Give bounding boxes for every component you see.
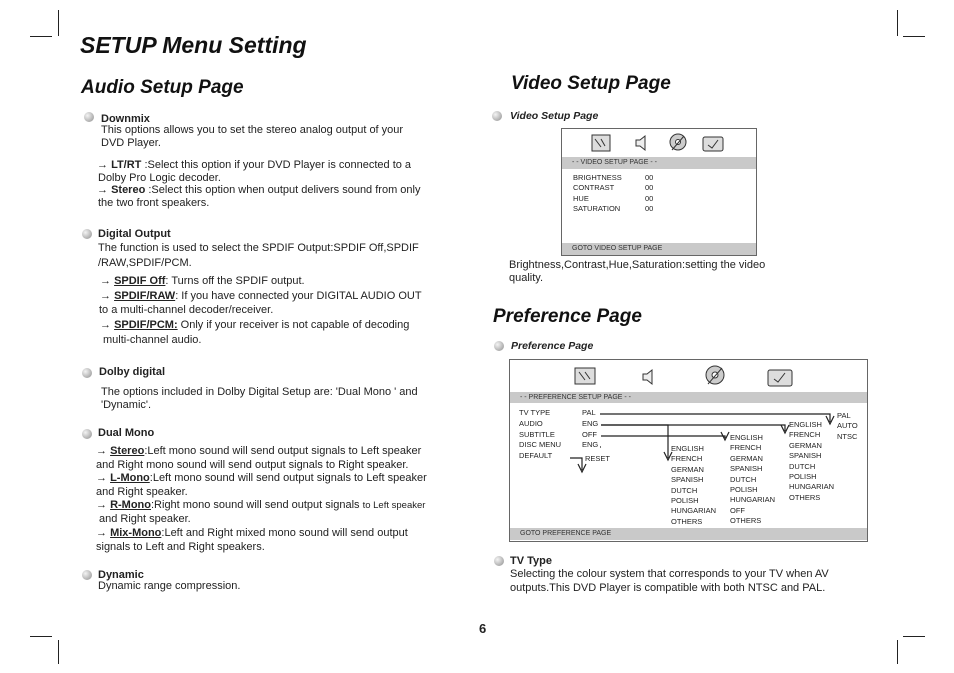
- option-item[interactable]: SPANISH: [671, 475, 704, 485]
- stereo-line: [97, 184, 420, 198]
- bullet-icon: [494, 556, 504, 566]
- dm-stereo-text: :Left mono sound will send output signals to Left speaker: [144, 445, 422, 457]
- preference-caption: Preference Page: [511, 340, 594, 352]
- preference-menu-bar: - - PREFERENCE SETUP PAGE - -: [510, 392, 867, 403]
- option-item[interactable]: OTHERS: [789, 492, 821, 502]
- dm-lmono-label: L-Mono: [110, 472, 150, 484]
- spdif-pcm-text: Only if your receiver is not capable of decoding: [177, 319, 410, 331]
- ltrt-text: :Select this option if your DVD Player is connected to a: [141, 159, 412, 171]
- option-item[interactable]: OTHERS: [671, 516, 703, 526]
- crop-mark: [897, 10, 898, 36]
- bullet-icon: [494, 341, 504, 351]
- crop-mark: [903, 636, 925, 637]
- page-title: SETUP Menu Setting: [80, 32, 307, 58]
- video-item-value: 00: [645, 183, 654, 193]
- spdif-raw-label: SPDIF/RAW: [114, 290, 176, 302]
- option-item[interactable]: FRENCH: [789, 430, 821, 440]
- arrow-right-icon: →: [96, 472, 107, 484]
- ltrt-line: [97, 159, 411, 173]
- option-item[interactable]: AUTO: [837, 421, 858, 431]
- pref-list-menu: [789, 420, 834, 503]
- video-menu-names: [573, 173, 622, 215]
- option-item[interactable]: POLISH: [730, 485, 758, 495]
- dynamic-desc: Dynamic range compression.: [98, 580, 241, 592]
- pref-list-tv: [837, 411, 858, 442]
- tv-type-label: TV Type: [510, 555, 552, 567]
- option-item[interactable]: PAL: [837, 411, 851, 420]
- crop-mark: [58, 640, 59, 664]
- option-item[interactable]: HUNGARIAN: [789, 482, 835, 492]
- dm-rmono-label: R-Mono: [110, 499, 151, 511]
- preference-icon: [702, 136, 724, 157]
- video-item-value: 00: [645, 204, 654, 214]
- audio-heading: Audio Setup Page: [81, 77, 244, 98]
- dm-rmono-small: to Left speaker: [362, 500, 426, 511]
- crop-mark: [30, 36, 52, 37]
- dual-mono-label: Dual Mono: [98, 427, 155, 439]
- arrow-right-icon: →: [96, 445, 107, 457]
- dm-lmono-text: :Left mono sound will send output signals to Left speaker: [149, 472, 427, 484]
- dm-lmono-line: [96, 472, 427, 486]
- arrow-right-icon: →: [100, 290, 111, 302]
- option-item[interactable]: HUNGARIAN: [671, 506, 717, 516]
- option-item[interactable]: ENGLISH: [789, 420, 822, 429]
- ltrt-label: LT/RT: [111, 159, 142, 171]
- crop-mark: [30, 636, 52, 637]
- dm-stereo-line: [96, 445, 421, 459]
- dolby-desc-1: The options included in Dolby Digital Setup are: 'Dual Mono ' and: [101, 386, 418, 398]
- downmix-desc-1: This options allows you to set the stereo analog output of your: [101, 124, 404, 136]
- pref-item-name[interactable]: DISC MENU: [519, 440, 562, 450]
- bullet-icon: [492, 111, 502, 121]
- arrow-right-icon: →: [96, 527, 107, 539]
- option-item[interactable]: DUTCH: [671, 485, 698, 495]
- dm-rmono-line: [96, 499, 425, 513]
- option-item[interactable]: POLISH: [789, 472, 817, 482]
- video-menu-bar: - - VIDEO SETUP PAGE - -: [562, 157, 756, 169]
- crop-mark: [58, 10, 59, 36]
- spdif-off-line: [100, 275, 305, 289]
- digital-output-desc-2: /RAW,SPDIF/PCM.: [98, 257, 192, 269]
- pref-list-audio: [671, 444, 716, 527]
- video-item-name[interactable]: SATURATION: [573, 204, 621, 214]
- option-item[interactable]: GERMAN: [730, 453, 763, 463]
- spdif-raw-text-2: to a multi-channel decoder/receiver.: [99, 304, 274, 316]
- video-item-name[interactable]: BRIGHTNESS: [573, 173, 622, 182]
- dm-mix-label: Mix-Mono: [110, 527, 162, 539]
- pref-item-name[interactable]: SUBTITLE: [519, 429, 555, 439]
- arrow-right-icon: →: [100, 319, 111, 331]
- video-item-value: 00: [645, 173, 654, 182]
- bullet-icon: [82, 229, 92, 239]
- preference-setup-menu: [509, 359, 868, 542]
- dynamic-label: Dynamic: [98, 569, 144, 581]
- option-item[interactable]: OFF: [730, 505, 745, 515]
- option-item[interactable]: SPANISH: [730, 464, 763, 474]
- downmix-desc-2: DVD Player.: [101, 137, 161, 149]
- pref-item-value: PAL: [582, 408, 596, 417]
- video-desc-1: Brightness,Contrast,Hue,Saturation:setting the video: [509, 259, 766, 271]
- downmix-label: Downmix: [101, 113, 150, 125]
- bullet-icon: [84, 112, 94, 122]
- arrow-right-icon: →: [97, 184, 108, 196]
- spdif-pcm-line: [100, 319, 409, 333]
- dm-mix-text: :Left and Right mixed mono sound will send output: [161, 527, 408, 539]
- video-item-value: 00: [645, 193, 654, 203]
- spdif-pcm-text-2: multi-channel audio.: [103, 334, 202, 346]
- crop-mark: [903, 36, 925, 37]
- video-menu-values: [645, 173, 653, 215]
- stereo-label: Stereo: [111, 184, 146, 196]
- stereo-text-2: the two front speakers.: [98, 197, 210, 209]
- option-item[interactable]: ENGLISH: [671, 444, 704, 453]
- arrow-right-icon: →: [100, 275, 111, 287]
- pref-item-value: ENG: [582, 418, 599, 428]
- video-setup-menu: [561, 128, 757, 256]
- preference-menu-footer: GOTO PREFERENCE PAGE: [510, 528, 867, 540]
- spdif-raw-line: [100, 290, 422, 304]
- disc-icon: [667, 132, 689, 159]
- stereo-text: :Select this option when output delivers sound from only: [145, 184, 421, 196]
- digital-output-label: Digital Output: [98, 228, 171, 240]
- pref-item-name[interactable]: TV TYPE: [519, 408, 551, 417]
- option-item[interactable]: DUTCH: [730, 474, 757, 484]
- tv-type-desc-2: outputs.This DVD Player is compatible with both NTSC and PAL.: [510, 582, 826, 594]
- dm-rmono-text-2: and Right speaker.: [99, 513, 191, 525]
- ltrt-text-2: Dolby Pro Logic decoder.: [98, 172, 221, 184]
- dm-stereo-label: Stereo: [110, 445, 145, 457]
- bullet-icon: [82, 368, 92, 378]
- preference-heading: Preference Page: [493, 306, 642, 327]
- pref-item-value: OFF: [582, 429, 597, 439]
- option-item[interactable]: DUTCH: [789, 461, 816, 471]
- option-item[interactable]: SPANISH: [789, 451, 822, 461]
- dm-mix-text-2: signals to Left and Right speakers.: [96, 541, 265, 553]
- option-item[interactable]: GERMAN: [671, 464, 704, 474]
- bullet-icon: [82, 570, 92, 580]
- pref-item-name[interactable]: DEFAULT: [519, 451, 553, 461]
- video-item-name[interactable]: HUE: [573, 193, 589, 203]
- digital-output-desc-1: The function is used to select the SPDIF Output:SPDIF Off,SPDIF: [98, 242, 419, 254]
- arrow-right-icon: →: [97, 159, 108, 171]
- video-menu-footer: GOTO VIDEO SETUP PAGE: [562, 243, 756, 255]
- speaker-icon: [633, 134, 651, 157]
- video-caption: Video Setup Page: [510, 110, 599, 122]
- spdif-off-label: SPDIF Off: [114, 275, 166, 287]
- pref-item-name[interactable]: AUDIO: [519, 418, 543, 428]
- video-item-name[interactable]: CONTRAST: [573, 183, 615, 193]
- option-item[interactable]: NTSC: [837, 431, 858, 441]
- dolby-label: Dolby digital: [99, 366, 165, 378]
- dm-rmono-text: :Right mono sound will send output signals: [151, 499, 363, 511]
- tv-type-desc-1: Selecting the colour system that corresponds to your TV when AV: [510, 568, 829, 580]
- dolby-desc-2: 'Dynamic'.: [101, 399, 152, 411]
- option-item[interactable]: HUNGARIAN: [730, 495, 776, 505]
- option-item[interactable]: FRENCH: [730, 443, 762, 453]
- option-item[interactable]: GERMAN: [789, 440, 822, 450]
- spdif-off-text: : Turns off the SPDIF output.: [165, 275, 305, 287]
- page-number: 6: [479, 621, 487, 636]
- dm-stereo-text-2: and Right mono sound will send output signals to Right speaker.: [96, 459, 409, 471]
- bullet-icon: [82, 429, 92, 439]
- pref-item-value: ENG: [582, 440, 599, 450]
- spdif-pcm-label: SPDIF/PCM:: [114, 319, 178, 331]
- dm-mix-line: [96, 527, 408, 541]
- video-desc-2: quality.: [509, 272, 544, 284]
- settings-page-icon: [591, 134, 611, 157]
- dm-lmono-text-2: and Right speaker.: [96, 486, 188, 498]
- spdif-raw-text: : If you have connected your DIGITAL AUDIO OUT: [175, 290, 422, 302]
- pref-list-subtitle: [730, 433, 775, 527]
- option-item[interactable]: OTHERS: [730, 516, 762, 526]
- option-item[interactable]: POLISH: [671, 496, 699, 506]
- crop-mark: [897, 640, 898, 664]
- arrow-right-icon: →: [96, 499, 107, 511]
- option-item[interactable]: FRENCH: [671, 454, 703, 464]
- option-item[interactable]: ENGLISH: [730, 433, 763, 442]
- pref-reset[interactable]: RESET: [585, 454, 611, 463]
- video-heading: Video Setup Page: [511, 73, 671, 94]
